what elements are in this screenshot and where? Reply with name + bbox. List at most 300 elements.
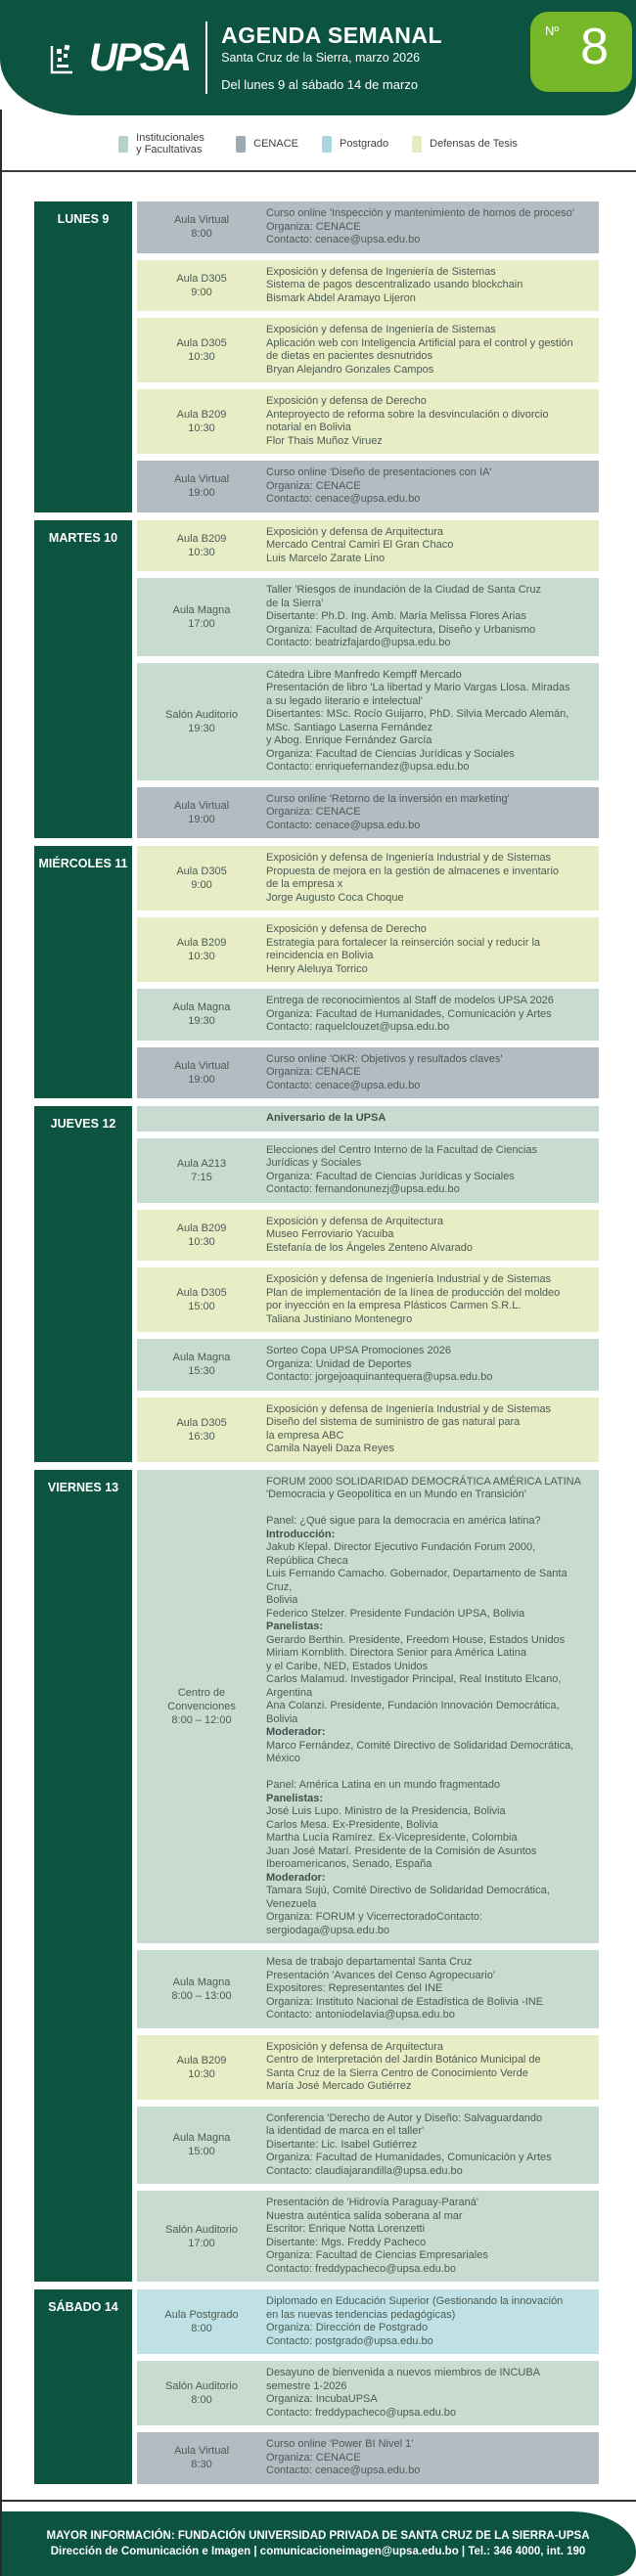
event-room xyxy=(137,2035,266,2100)
day-label: MIÉRCOLES 11 xyxy=(34,846,132,1098)
event-text xyxy=(266,787,599,839)
event-text xyxy=(266,663,599,780)
event-text-line: Desayuno de bienvenida a nuevos miembros de INCUBA xyxy=(266,2367,541,2378)
event-text-line: Gerardo Berthin. Presidente, Freedom House, Estados Unidos xyxy=(266,1633,566,1646)
event-text-line: Miriam Kornblith. Directora Senior para América Latina xyxy=(266,1647,526,1659)
event-text-line: Contacto: freddypacheco@upsa.edu.bo xyxy=(266,2262,457,2275)
event-text-line: Bolivia xyxy=(266,1594,298,1606)
event-text-line xyxy=(266,1766,587,1780)
event-room-line: Aula Postgrado xyxy=(164,2309,239,2321)
event-room-line: 19:00 xyxy=(188,813,215,825)
postgrado-swatch-icon xyxy=(322,136,332,153)
event-text-line: María José Mercado Gutiérrez xyxy=(266,2080,412,2092)
event-room-line: 10:30 xyxy=(188,422,215,434)
day-rows xyxy=(137,201,599,512)
event-text-line: Disertante: Mgs. Freddy Pacheco xyxy=(266,2236,427,2248)
event-room-line: 10:30 xyxy=(188,351,215,363)
event-text-line: Exposición y defensa de Ingeniería de Sistemas xyxy=(266,324,496,335)
event-room-line: Aula Virtual xyxy=(173,799,230,812)
event-text-line: Curso online 'Inspección y mantenimiento de hornos de proceso' xyxy=(266,207,574,219)
event-text-line: Diplomado en Educación Superior (Gestionando la innovación xyxy=(266,2295,564,2307)
page-left-edge xyxy=(0,110,2,2576)
event-text-line: Estefanía de los Ángeles Zenteno Alvarado xyxy=(266,1241,473,1254)
event-text-line: Aplicación web con Inteligencia Artificial para el control y gestión xyxy=(266,336,573,349)
event-text-line: Presentación de 'Hidrovía Paraguay-Paraná' xyxy=(266,2197,478,2208)
event-text-line: Panel: ¿Qué sigue para la democracia en américa latina? xyxy=(266,1515,541,1527)
event-text-line: Taliana Justiniano Montenegro xyxy=(266,1312,413,1325)
event-row xyxy=(137,461,599,512)
legend-item-cenace xyxy=(236,136,298,153)
event-room-line: Aula D305 xyxy=(176,1287,227,1299)
event-row xyxy=(137,1398,599,1462)
event-text-line: Marco Fernández, Comité Directivo de Solidaridad Democrática, xyxy=(266,1739,574,1752)
event-room xyxy=(137,1047,266,1099)
event-room-line: Aula Magna xyxy=(172,2132,231,2145)
legend-label: CENACE xyxy=(253,138,298,150)
header-titles xyxy=(221,23,442,91)
event-room xyxy=(137,318,266,382)
event-text-line: Organiza: Instituto Nacional de Estadística de Bolivia -INE xyxy=(266,1995,544,2008)
event-text-line: Centro de Interpretación del Jardín Botánico Municipal de xyxy=(266,2054,541,2065)
event-text-line: Ana Colanzi. Presidente, Fundación Innovación Democrática, Bolivia xyxy=(266,1700,560,1725)
event-room-line: 8:00 – 12:00 xyxy=(171,1713,232,1726)
date-range: Del lunes 9 al sábado 14 de marzo xyxy=(221,76,419,92)
event-room xyxy=(137,1210,266,1262)
event-text-line xyxy=(266,1502,587,1516)
issue-number: 8 xyxy=(580,19,609,75)
event-room-line: Aula Magna xyxy=(172,1976,231,1988)
event-room-line: 8:30 xyxy=(191,2459,212,2471)
event-text-line: Disertante: Ph.D. Ing. Amb. María Melissa Flores Arias xyxy=(266,610,526,622)
event-room xyxy=(137,260,266,312)
event-room xyxy=(137,1398,266,1462)
event-text-line: Presentación de libro 'La libertad y Mario Vargas Llosa. Miradas xyxy=(266,682,570,693)
event-text-line: Aniversario de la UPSA xyxy=(266,1112,386,1124)
event-room xyxy=(137,2361,266,2425)
event-text-line: Curso online 'Diseño de presentaciones con IA' xyxy=(266,466,492,478)
event-text-line: Panel: América Latina en un mundo fragmentado xyxy=(266,1779,501,1791)
event-text-line: y Abog. Enrique Fernández García xyxy=(266,734,432,746)
page-subtitle: Santa Cruz de la Sierra, marzo 2026 xyxy=(221,50,421,65)
event-room-line: Aula D305 xyxy=(176,337,227,349)
event-text-line: Santa Cruz de la Sierra Centro de Conocimiento Verde xyxy=(266,2066,528,2079)
event-text-line: Bismark Abdel Aramayo Lijeron xyxy=(266,291,416,304)
event-text xyxy=(266,2191,599,2282)
event-row xyxy=(137,917,599,982)
event-room-line: 17:00 xyxy=(188,2237,215,2249)
event-text-line: por inyección en la empresa Plásticos Carmen S.R.L. xyxy=(266,1300,522,1311)
event-room-line: Aula Virtual xyxy=(173,2445,230,2458)
event-text-line: Contacto: cenace@upsa.edu.bo xyxy=(266,819,421,831)
event-room-line: Aula B209 xyxy=(176,937,227,949)
event-room xyxy=(137,663,266,780)
event-room-line: Aula B209 xyxy=(176,1221,227,1234)
event-text-line: Curso online 'Power BI Nivel 1' xyxy=(266,2438,414,2450)
event-row xyxy=(137,787,599,839)
event-room xyxy=(137,520,266,572)
event-text-line: Exposición y defensa de Ingeniería Industrial y de Sistemas xyxy=(266,1402,552,1415)
event-text-line: la identidad de marca en el taller' xyxy=(266,2125,425,2137)
event-room xyxy=(137,2289,266,2354)
event-text-line: Organiza: CENACE xyxy=(266,479,361,492)
event-text-line: Venezuela xyxy=(266,1897,317,1910)
day-rows xyxy=(137,1106,599,1462)
event-text xyxy=(266,1470,599,1944)
event-text-line: Contacto: cenace@upsa.edu.bo xyxy=(266,234,421,245)
event-room xyxy=(137,989,266,1041)
event-text xyxy=(266,1950,599,2028)
event-text-line: semestre 1-2026 xyxy=(266,2379,347,2392)
footer xyxy=(0,2511,636,2576)
footer-line1: MAYOR INFORMACIÓN: FUNDACIÓN UNIVERSIDAD PRIVADA DE SANTA CRUZ DE LA SIERRA-UPSA xyxy=(46,2529,590,2542)
event-room-line: Salón Auditorio xyxy=(165,2380,238,2392)
event-room-line: 10:30 xyxy=(188,1235,215,1248)
legend-item-postgrado xyxy=(322,136,388,153)
event-row xyxy=(137,2035,599,2100)
event-text-line: México xyxy=(266,1753,300,1764)
event-text-line: República Checa xyxy=(266,1554,348,1567)
event-room xyxy=(137,917,266,982)
institucionales-swatch-icon xyxy=(118,136,128,153)
event-room-line: Aula D305 xyxy=(176,1416,227,1429)
event-text-line: Contacto: freddypacheco@upsa.edu.bo xyxy=(266,2406,457,2419)
event-text-line: Federico Stelzer. Presidente Fundación UPSA, Bolivia xyxy=(266,1607,525,1620)
defensas-swatch-icon xyxy=(412,136,422,153)
event-row xyxy=(137,2432,599,2484)
event-text-line: sergiodaga@upsa.edu.bo xyxy=(266,1924,390,1936)
event-text-line: Entrega de reconocimientos al Staff de modelos UPSA 2026 xyxy=(266,995,554,1006)
event-row xyxy=(137,2107,599,2185)
event-text xyxy=(266,1047,599,1099)
event-text-line: Organiza: IncubaUPSA xyxy=(266,2393,378,2405)
event-text xyxy=(266,1339,599,1391)
event-text-line: Conferencia 'Derecho de Autor y Diseño: Salvaguardando xyxy=(266,2111,543,2124)
event-text-line: Jurídicas y Sociales xyxy=(266,1157,362,1169)
event-text-line: Tamara Sujú, Comité Directivo de Solidaridad Democrática, xyxy=(266,1885,550,1896)
footer-divider xyxy=(0,2500,636,2502)
event-text-line: Contacto: jorgejoaquinantequera@upsa.edu.bo xyxy=(266,1371,493,1383)
event-text xyxy=(266,989,599,1041)
event-room-line: 19:00 xyxy=(188,1073,215,1086)
event-room-line: 9:00 xyxy=(191,879,212,891)
event-text-line: reincidencia en Bolivia xyxy=(266,950,374,961)
event-text-line: Disertantes: MSc. Rocío Guijarro, PhD. Silvia Mercado Alemán, xyxy=(266,708,569,720)
event-text-line: Carlos Mesa. Ex-Presidente, Bolivia xyxy=(266,1818,438,1831)
day-label: JUEVES 12 xyxy=(34,1106,132,1462)
legend-label: Defensas de Tesis xyxy=(430,138,518,150)
schedule xyxy=(34,201,599,2484)
event-text-line: Organiza: CENACE xyxy=(266,1066,361,1078)
event-room xyxy=(137,1138,266,1203)
event-text-line: Sorteo Copa UPSA Promociones 2026 xyxy=(266,1345,451,1356)
event-text xyxy=(266,2289,599,2354)
event-text-line: Introducción: xyxy=(266,1528,336,1540)
event-text-line: Organiza: CENACE xyxy=(266,806,361,818)
event-room xyxy=(137,787,266,839)
event-row xyxy=(137,1267,599,1332)
legend xyxy=(0,126,636,161)
event-text xyxy=(266,578,599,656)
event-room-line: Convenciones xyxy=(167,1700,236,1712)
legend-label: Postgrado xyxy=(340,138,389,150)
event-room-line: Aula Magna xyxy=(172,1001,231,1014)
event-room-line: 19:00 xyxy=(188,487,215,500)
event-text-line: Exposición y defensa de Arquitectura xyxy=(266,525,444,538)
event-text-line: Contacto: cenace@upsa.edu.bo xyxy=(266,493,421,505)
event-row xyxy=(137,389,599,454)
day-section xyxy=(34,520,599,839)
event-room-line: 8:00 xyxy=(191,2323,212,2334)
event-row xyxy=(137,520,599,572)
event-text xyxy=(266,1210,599,1262)
event-text-line: Panelistas: xyxy=(266,1792,324,1804)
footer-line2: Dirección de Comunicación e Imagen | comunicacioneimagen@upsa.edu.bo | Tel.: 346 4000, int. 190 xyxy=(50,2545,586,2557)
event-room-line: 8:00 xyxy=(191,2394,212,2406)
event-text-line: Exposición y defensa de Arquitectura xyxy=(266,2040,444,2053)
event-text-line: notarial en Bolivia xyxy=(266,422,351,433)
event-text-line: la empresa ABC xyxy=(266,1429,344,1442)
event-room xyxy=(137,2432,266,2484)
event-text-line: de la Sierra' xyxy=(266,597,324,609)
event-room-line: 10:30 xyxy=(188,546,215,558)
event-text-line: Luis Fernando Camacho. Gobernador, Departamento de Santa Cruz, xyxy=(266,1568,568,1593)
event-text-line: Exposición y defensa de Derecho xyxy=(266,923,427,935)
event-room-line: 15:00 xyxy=(188,1301,215,1312)
event-text-line: Iberoamericanos, Senado, España xyxy=(266,1858,432,1870)
event-text-line: Contacto: postgrado@upsa.edu.bo xyxy=(266,2334,433,2347)
legend-divider xyxy=(0,170,636,172)
event-text-line: Contacto: antoniodelavia@upsa.edu.bo xyxy=(266,2009,455,2021)
event-room xyxy=(137,201,266,253)
event-room-line: Aula A213 xyxy=(176,1157,227,1170)
event-text-line: Anteproyecto de reforma sobre la desvinculación o divorcio xyxy=(266,408,549,421)
event-text-line: Contacto: beatrizfajardo@upsa.edu.bo xyxy=(266,637,451,648)
event-text-line: Exposición y defensa de Ingeniería de Sistemas xyxy=(266,265,496,278)
legend-item-defensas xyxy=(412,136,518,153)
event-text-line: y el Caribe, NED, Estados Unidos xyxy=(266,1660,429,1672)
event-text-line: Juan José Matarí. Presidente de la Comisión de Asuntos xyxy=(266,1844,537,1857)
app-header xyxy=(0,0,636,115)
day-rows xyxy=(137,520,599,839)
event-text-line: Contacto: fernandonunezj@upsa.edu.bo xyxy=(266,1183,460,1195)
event-text-line: Organiza: CENACE xyxy=(266,2451,361,2464)
event-row xyxy=(137,846,599,910)
event-text xyxy=(266,520,599,572)
event-text xyxy=(266,318,599,382)
event-room-line: Salón Auditorio xyxy=(165,708,238,721)
header-divider xyxy=(205,22,207,94)
event-row xyxy=(137,201,599,253)
legend-item-institucionales xyxy=(118,132,212,156)
event-text-line: Exposición y defensa de Ingeniería Industrial y de Sistemas xyxy=(266,852,552,864)
event-text-line: Organiza: Facultad de Ciencias Empresariales xyxy=(266,2249,488,2261)
event-text xyxy=(266,201,599,253)
event-text-line: Organiza: Facultad de Ciencias Jurídicas y Sociales xyxy=(266,1170,515,1182)
cenace-swatch-icon xyxy=(236,136,246,153)
event-text-line: Contacto: cenace@upsa.edu.bo xyxy=(266,1079,421,1091)
day-section xyxy=(34,846,599,1098)
event-text-line: Presentación 'Avances del Censo Agropecuario' xyxy=(266,1969,495,1981)
issue-badge xyxy=(530,12,632,92)
event-row xyxy=(137,663,599,780)
event-text-line: Contacto: enriquefernandez@upsa.edu.bo xyxy=(266,761,470,773)
event-text xyxy=(266,461,599,512)
event-text-line: Disertante: Lic. Isabel Gutiérrez xyxy=(266,2138,418,2151)
event-room-line: Aula Virtual xyxy=(173,473,230,486)
event-text-line: José Luis Lupo. Ministro de la Presidencia, Bolivia xyxy=(266,1805,506,1817)
day-section xyxy=(34,201,599,512)
upsa-logo xyxy=(49,38,190,77)
event-text xyxy=(266,1267,599,1332)
day-section xyxy=(34,1470,599,2283)
event-room xyxy=(137,1106,266,1132)
event-text xyxy=(266,2107,599,2185)
event-room xyxy=(137,1339,266,1391)
event-room-line: 8:00 – 13:00 xyxy=(171,1989,232,2002)
event-text-line: en las nuevas tendencias pedagógicas) xyxy=(266,2308,456,2321)
event-text xyxy=(266,260,599,312)
event-row xyxy=(137,1339,599,1391)
event-room-line: Aula B209 xyxy=(176,532,227,545)
day-rows xyxy=(137,2289,599,2484)
event-text-line: Cátedra Libre Manfredo Kempff Mercado xyxy=(266,668,462,681)
event-room xyxy=(137,2107,266,2185)
event-room-line: 8:00 xyxy=(191,228,212,241)
event-room-line: Centro de xyxy=(177,1686,226,1699)
event-text-line: Plan de implementación de la línea de producción del moldeo xyxy=(266,1286,561,1299)
event-room-line: Aula D305 xyxy=(176,272,227,285)
event-room-line: 17:00 xyxy=(188,617,215,630)
event-room xyxy=(137,1470,266,1944)
event-text-line: Panelistas: xyxy=(266,1621,324,1632)
event-text xyxy=(266,846,599,910)
event-room-line: Aula D305 xyxy=(176,866,227,877)
event-text-line: Jakub Klepal. Director Ejecutivo Fundación Forum 2000, xyxy=(266,1541,536,1553)
event-row xyxy=(137,989,599,1041)
event-room xyxy=(137,846,266,910)
event-text-line: 'Democracia y Geopolítica en un Mundo en Transición' xyxy=(266,1488,526,1500)
event-row xyxy=(137,260,599,312)
event-row xyxy=(137,1210,599,1262)
event-text-line: Bryan Alejandro Gonzales Campos xyxy=(266,363,434,376)
day-section xyxy=(34,1106,599,1462)
event-text-line: Propuesta de mejora en la gestión de almacenes e inventario xyxy=(266,865,560,877)
event-text-line: Organiza: Facultad de Arquitectura, Diseño y Urbanismo xyxy=(266,623,536,636)
day-rows xyxy=(137,846,599,1098)
event-row xyxy=(137,318,599,382)
event-row xyxy=(137,1047,599,1099)
event-text xyxy=(266,917,599,982)
event-row xyxy=(137,2289,599,2354)
event-room xyxy=(137,1950,266,2028)
event-row xyxy=(137,1106,599,1132)
event-text xyxy=(266,2361,599,2425)
event-text-line: Escritor: Enrique Notta Lorenzetti xyxy=(266,2223,426,2235)
event-text-line: Sistema de pagos descentralizado usando blockchain xyxy=(266,279,523,290)
event-room xyxy=(137,389,266,454)
event-text xyxy=(266,1398,599,1462)
event-text-line: Contacto: claudiajarandilla@upsa.edu.bo xyxy=(266,2164,463,2177)
event-room-line: 10:30 xyxy=(188,951,215,962)
issue-label: Nº xyxy=(545,23,560,38)
event-text xyxy=(266,1138,599,1203)
event-text xyxy=(266,2035,599,2100)
event-text-line: Exposición y defensa de Derecho xyxy=(266,395,427,407)
event-text-line: FORUM 2000 SOLIDARIDAD DEMOCRÁTICA AMÉRICA LATINA xyxy=(266,1475,581,1488)
event-text-line: Moderador: xyxy=(266,1726,326,1738)
event-room-line: Aula B209 xyxy=(176,2054,227,2066)
day-label: LUNES 9 xyxy=(34,201,132,512)
day-rows xyxy=(137,1470,599,2283)
event-text-line: Taller 'Riesgos de inundación de la Ciudad de Santa Cruz xyxy=(266,584,541,596)
event-row xyxy=(137,2361,599,2425)
event-text xyxy=(266,1106,599,1132)
event-text-line: Moderador: xyxy=(266,1871,326,1884)
event-text-line: Martha Lucía Ramírez. Ex-Vicepresidente, Colombia xyxy=(266,1832,518,1843)
event-text-line: Diseño del sistema de suministro de gas natural para xyxy=(266,1416,521,1428)
event-text-line: Curso online 'Retorno de la inversión en marketing' xyxy=(266,792,510,805)
event-room-line: Aula Magna xyxy=(172,1352,231,1364)
event-text-line: Exposición y defensa de Arquitectura xyxy=(266,1215,444,1227)
event-text-line: Curso online 'OKR: Objetivos y resultados claves' xyxy=(266,1052,503,1065)
event-room-line: 19:30 xyxy=(188,722,215,734)
day-label: SÁBADO 14 xyxy=(34,2289,132,2484)
event-room-line: 16:30 xyxy=(188,1430,215,1443)
legend-label: Institucionales y Facultativas xyxy=(136,131,204,155)
day-label: VIERNES 13 xyxy=(34,1470,132,2283)
event-room-line: 10:30 xyxy=(188,2067,215,2080)
event-text-line: Mercado Central Camiri El Gran Chaco xyxy=(266,539,454,551)
page-title: AGENDA SEMANAL xyxy=(221,22,443,49)
day-label: MARTES 10 xyxy=(34,520,132,839)
event-text-line: de dietas en pacientes desnutridos xyxy=(266,350,433,362)
event-text-line: Elecciones del Centro Interno de la Facultad de Ciencias xyxy=(266,1143,537,1156)
event-room-line: Aula Virtual xyxy=(173,1059,230,1072)
event-room-line: 9:00 xyxy=(191,286,212,298)
event-text-line: Estrategia para fortalecer la reinserción social y reducir la xyxy=(266,936,541,949)
event-text-line: de la empresa x xyxy=(266,878,343,890)
event-text-line: Contacto: cenace@upsa.edu.bo xyxy=(266,2465,421,2476)
event-room-line: 15:00 xyxy=(188,2146,215,2158)
event-room xyxy=(137,578,266,656)
event-text-line: Organiza: Facultad de Ciencias Jurídicas y Sociales xyxy=(266,747,515,760)
event-text-line: Organiza: Facultad de Humanidades, Comunicación y Artes xyxy=(266,2152,552,2163)
event-text-line: Luis Marcelo Zarate Lino xyxy=(266,552,386,564)
event-text-line: Exposición y defensa de Ingeniería Industrial y de Sistemas xyxy=(266,1273,552,1285)
event-text-line: Contacto: raquelclouzet@upsa.edu.bo xyxy=(266,1021,450,1033)
event-room xyxy=(137,1267,266,1332)
event-row xyxy=(137,1470,599,1944)
event-text-line: Mesa de trabajo departamental Santa Cruz xyxy=(266,1956,473,1968)
event-text-line: Organiza: CENACE xyxy=(266,220,361,233)
event-text-line: Museo Ferroviario Yacuiba xyxy=(266,1228,394,1240)
event-room-line: Aula B209 xyxy=(176,409,227,421)
event-text-line: Organiza: Dirección de Postgrado xyxy=(266,2322,429,2333)
event-text-line: Flor Thais Muñoz Viruez xyxy=(266,434,383,447)
upsa-logo-text: UPSA xyxy=(89,36,191,79)
event-text-line: Expositores: Representantes del INE xyxy=(266,1982,443,1994)
event-text xyxy=(266,2432,599,2484)
event-row xyxy=(137,1950,599,2028)
event-text-line: Camila Nayeli Daza Reyes xyxy=(266,1443,394,1454)
event-room-line: 15:30 xyxy=(188,1365,215,1378)
event-room xyxy=(137,2191,266,2282)
event-text-line: Henry Aleluya Torrico xyxy=(266,962,368,975)
event-text-line: Nuestra auténtica salida soberana al mar xyxy=(266,2209,463,2222)
event-text-line: a su legado literario e intelectual' xyxy=(266,694,423,707)
upsa-logo-icon xyxy=(49,40,82,75)
event-room-line: 19:30 xyxy=(188,1015,215,1028)
